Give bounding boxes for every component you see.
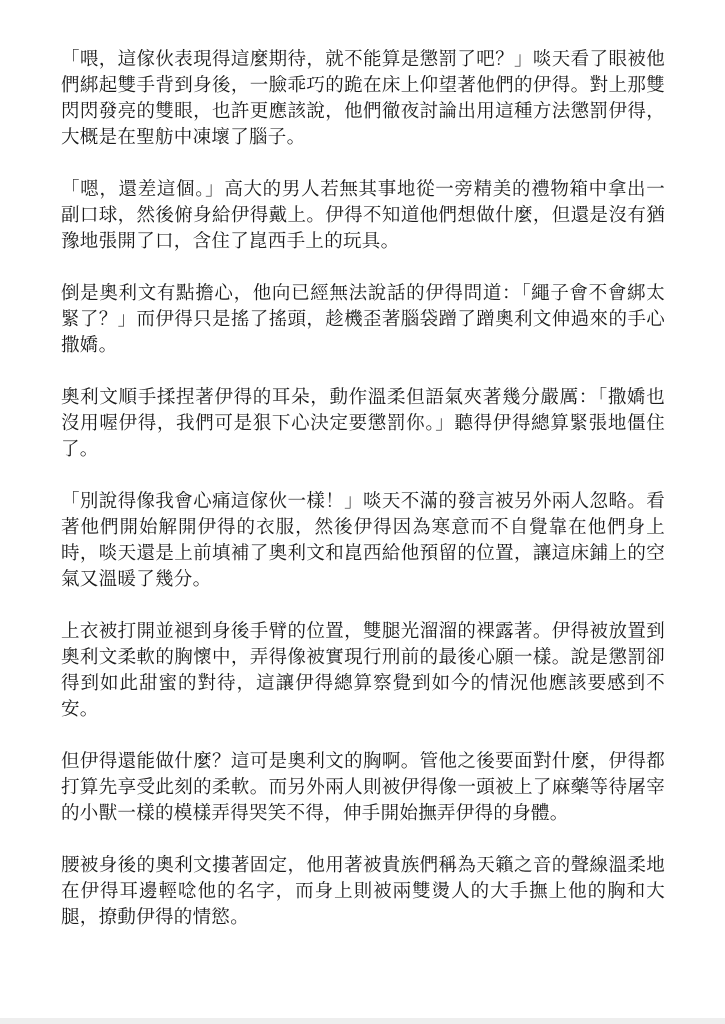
paragraph: 腰被身後的奧利文摟著固定，他用著被貴族們稱為天籟之音的聲線溫柔地在伊得耳邊輕唸他的名字，而身上則被兩雙燙人的大手撫上他的胸和大腿，撩動伊得的情慾。 xyxy=(61,855,665,928)
paragraph: 但伊得還能做什麼？這可是奧利文的胸啊。管他之後要面對什麼，伊得都打算先享受此刻的柔軟。而另外兩人則被伊得像一頭被上了麻藥等待屠宰的小獸一樣的模樣弄得哭笑不得，伸手開始撫弄伊得的身體。 xyxy=(61,751,665,824)
document-body xyxy=(61,47,665,957)
paragraph: 奧利文順手揉捏著伊得的耳朵，動作溫柔但語氣夾著幾分嚴厲：「撒嬌也沒用喔伊得，我們可是狠下心決定要懲罰你。」聽得伊得總算緊張地僵住了。 xyxy=(61,387,665,460)
paragraph: 上衣被打開並褪到身後手臂的位置，雙腿光溜溜的裸露著。伊得被放置到奧利文柔軟的胸懷中，弄得像被實現行刑前的最後心願一樣。說是懲罰卻得到如此甜蜜的對待，這讓伊得總算察覺到如今的情況他應該要感到不安。 xyxy=(61,621,665,720)
paragraph: 「嗯，還差這個。」高大的男人若無其事地從一旁精美的禮物箱中拿出一副口球，然後俯身給伊得戴上。伊得不知道他們想做什麼，但還是沒有猶豫地張開了口，含住了崑西手上的玩具。 xyxy=(61,179,665,252)
paragraph: 「別說得像我會心痛這傢伙一樣！」啖天不滿的發言被另外兩人忽略。看著他們開始解開伊得的衣服，然後伊得因為寒意而不自覺靠在他們身上時，啖天還是上前填補了奧利文和崑西給他預留的位置，讓這床鋪上的空氣又溫暖了幾分。 xyxy=(61,491,665,590)
paragraph: 倒是奧利文有點擔心，他向已經無法說話的伊得問道：「繩子會不會綁太緊了？」而伊得只是搖了搖頭，趁機歪著腦袋蹭了蹭奧利文伸過來的手心撒嬌。 xyxy=(61,283,665,356)
paragraph: 「喂，這傢伙表現得這麼期待，就不能算是懲罰了吧？」啖天看了眼被他們綁起雙手背到身後，一臉乖巧的跪在床上仰望著他們的伊得。對上那雙閃閃發亮的雙眼，也許更應該說，他們徹夜討論出用這種方法懲罰伊得，大概是在聖舫中凍壞了腦子。 xyxy=(61,49,665,148)
bottom-divider xyxy=(0,1018,725,1024)
